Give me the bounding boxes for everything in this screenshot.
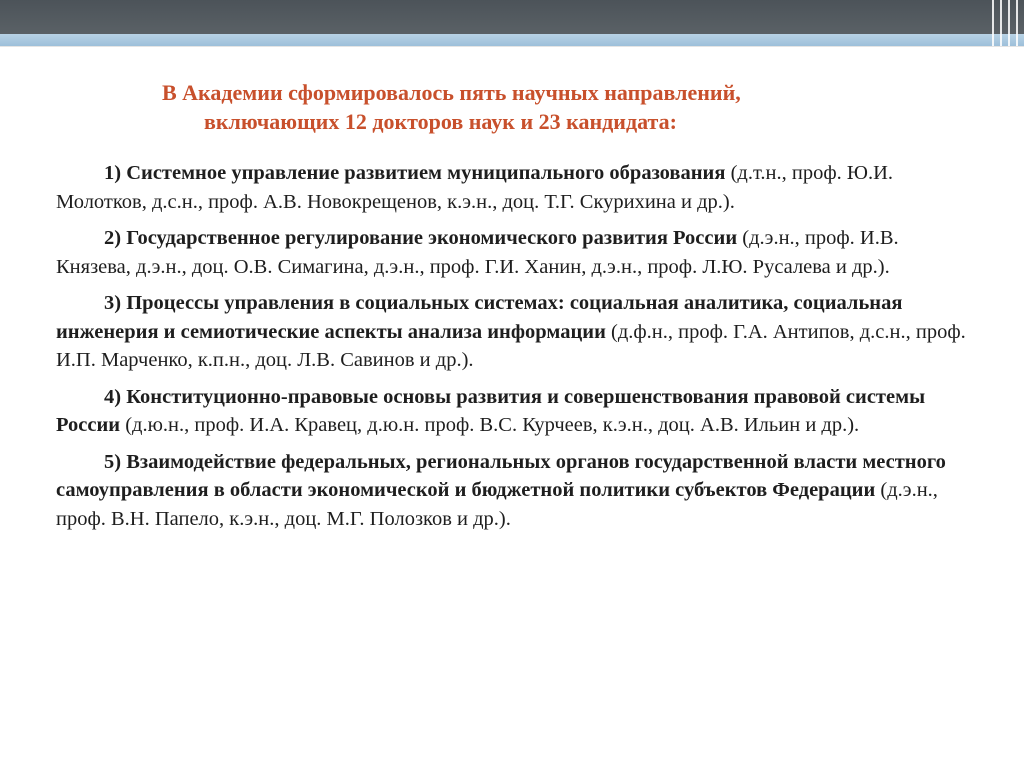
- direction-name: Системное управление развитием муниципального образования: [126, 162, 726, 184]
- direction-people: (д.э.н., проф. В.Н. Папело, к.э.н., доц. М.Г. Полозков и др.).: [56, 479, 938, 530]
- direction-name: Конституционно-правовые основы развития и совершенствования правовой системы России: [56, 385, 926, 436]
- direction-number: 2): [104, 227, 122, 249]
- direction-people: (д.ф.н., проф. Г.А. Антипов, д.с.н., проф. И.П. Марченко, к.п.н., доц. Л.В. Савинов и др.).: [56, 320, 966, 371]
- header-bar: [0, 0, 1024, 34]
- direction-name: Государственное регулирование экономического развития России: [126, 227, 738, 249]
- direction-number: 4): [104, 385, 122, 408]
- direction-item-2: [56, 224, 976, 281]
- title-line-1: В Академии сформировалось пять научных направлений,: [162, 80, 741, 105]
- title-line-2: включающих 12 докторов наук и 23 кандидата:: [204, 109, 677, 134]
- direction-item-1: [56, 159, 976, 216]
- direction-name: Процессы управления в социальных системах: социальная аналитика, социальная инженерия и семиотические аспекты анализа информации: [56, 292, 903, 343]
- accent-stripe: [0, 34, 1024, 46]
- direction-name: Взаимодействие федеральных, региональных органов государственной власти местного самоуправления в области экономической и бюджетной политики субъектов Федерации: [56, 450, 946, 501]
- direction-item-4: [56, 383, 976, 440]
- direction-people: (д.т.н., проф. Ю.И. Молотков, д.с.н., проф. А.В. Новокрещенов, к.э.н., доц. Т.Г. Скурихина и др.).: [56, 162, 893, 213]
- direction-people: (д.ю.н., проф. И.А. Кравец, д.ю.н. проф. В.С. Курчеев, к.э.н., доц. А.В. Ильин и др.).: [120, 414, 860, 436]
- direction-people: (д.э.н., проф. И.В. Князева, д.э.н., доц. О.В. Симагина, д.э.н., проф. Г.И. Ханин, д.э.н., проф. Л.Ю. Русалева и др.).: [56, 227, 899, 278]
- directions-list: [56, 159, 976, 541]
- direction-item-5: [56, 448, 976, 534]
- direction-number: 1): [104, 162, 122, 184]
- direction-number: 5): [104, 450, 122, 473]
- direction-item-3: [56, 289, 976, 375]
- slide-title: [120, 78, 960, 136]
- slide: [0, 46, 1024, 769]
- direction-number: 3): [104, 292, 122, 314]
